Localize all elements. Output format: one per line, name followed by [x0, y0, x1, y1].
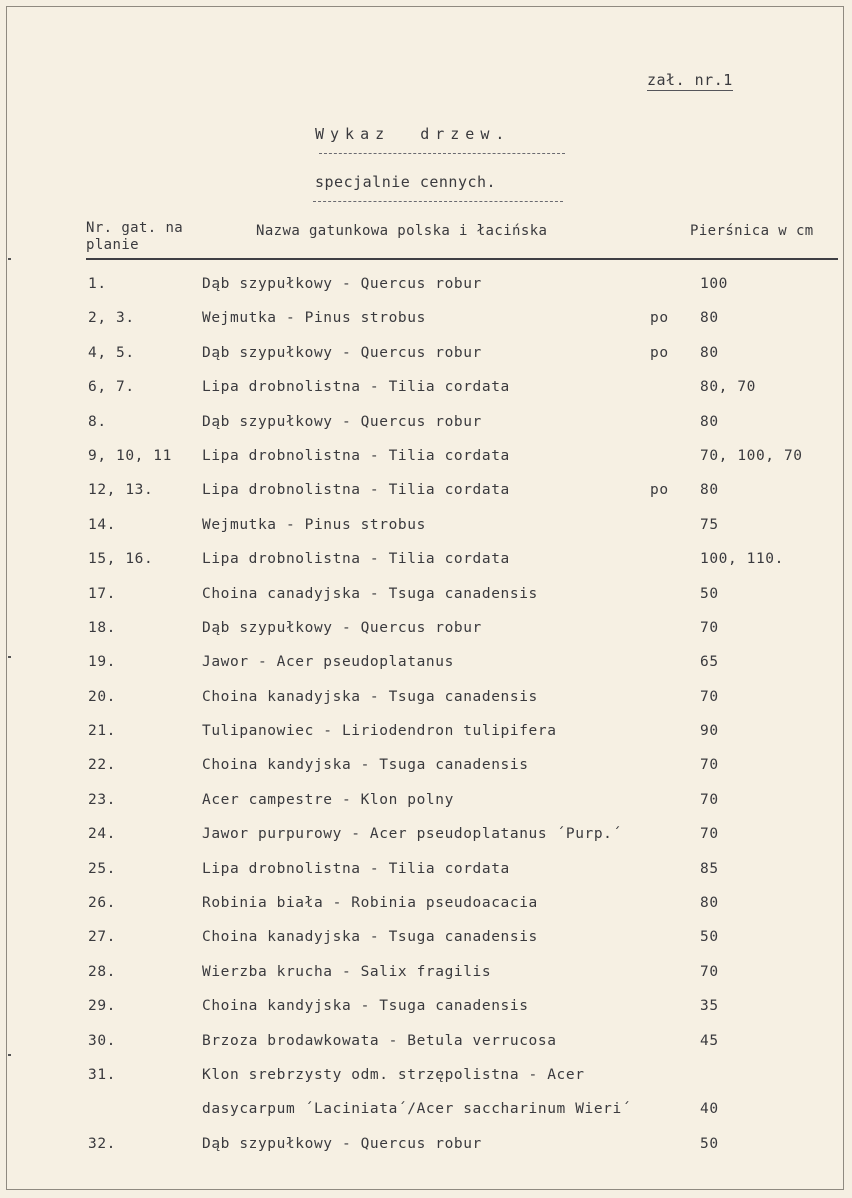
tree-species-name: Lipa drobnolistna - Tilia cordata: [202, 860, 510, 877]
margin-mark: [8, 656, 11, 658]
tree-species-name: Robinia biała - Robinia pseudoacacia: [202, 895, 538, 912]
tree-girth: 65: [700, 654, 719, 671]
table-row: [0, 681, 852, 715]
tree-girth: 70: [700, 791, 719, 808]
tree-number: 14.: [88, 516, 116, 533]
margin-mark: [8, 258, 11, 260]
tree-girth: 70: [700, 619, 719, 636]
tree-number: 9, 10, 11: [88, 447, 172, 464]
subtitle-underline: [313, 201, 563, 202]
tree-number: 17.: [88, 585, 116, 602]
tree-number: 32.: [88, 1135, 116, 1152]
table-row: [0, 337, 852, 371]
tree-number: 23.: [88, 791, 116, 808]
tree-number: 27.: [88, 929, 116, 946]
tree-number: 1.: [88, 276, 107, 292]
tree-species-name: Dąb szypułkowy - Quercus robur: [202, 344, 482, 361]
tree-number: 28.: [88, 963, 116, 980]
tree-number: 12, 13.: [88, 482, 154, 499]
tree-species-name-continued: dasycarpum ´Laciniata´/Acer saccharinum Wieri´: [202, 1100, 632, 1117]
table-row: [0, 474, 852, 508]
tree-girth: 70: [700, 826, 719, 843]
tree-number: 6, 7.: [88, 379, 135, 396]
tree-species-name: Dąb szypułkowy - Quercus robur: [202, 276, 482, 292]
table-row: [0, 1128, 852, 1162]
header-rule: [86, 258, 838, 260]
table-row: [0, 578, 852, 612]
tree-number: 22.: [88, 757, 116, 774]
tree-number: 20.: [88, 688, 116, 705]
tree-girth: 70, 100, 70: [700, 447, 803, 464]
tree-girth: 50: [700, 1135, 719, 1152]
table-row: [0, 818, 852, 852]
document-subtitle: specjalnie cennych.: [315, 173, 497, 191]
tree-girth: 50: [700, 929, 719, 946]
tree-species-name: Choina canadyjska - Tsuga canadensis: [202, 585, 538, 602]
table-row: [0, 715, 852, 749]
tree-girth: 85: [700, 860, 719, 877]
tree-list: [0, 268, 852, 1162]
table-row: [0, 371, 852, 405]
tree-species-name: Dąb szypułkowy - Quercus robur: [202, 1135, 482, 1152]
tree-girth: 80: [700, 344, 719, 361]
tree-species-name: Lipa drobnolistna - Tilia cordata: [202, 447, 510, 464]
table-row: [0, 406, 852, 440]
tree-girth: 80, 70: [700, 379, 756, 396]
table-row: [0, 646, 852, 680]
tree-girth: 80: [700, 895, 719, 912]
girth-prefix: po: [650, 310, 669, 327]
tree-number: 15, 16.: [88, 551, 154, 568]
table-row: [0, 268, 852, 302]
tree-number: 18.: [88, 619, 116, 636]
table-row: [0, 921, 852, 955]
tree-girth: 80: [700, 413, 719, 430]
table-row: [0, 440, 852, 474]
tree-number: 19.: [88, 654, 116, 671]
tree-species-name: Choina kandyjska - Tsuga canadensis: [202, 757, 529, 774]
header-name: Nazwa gatunkowa polska i łacińska: [256, 223, 548, 239]
tree-species-name: Choina kanadyjska - Tsuga canadensis: [202, 688, 538, 705]
tree-species-name: Wierzba krucha - Salix fragilis: [202, 963, 492, 980]
tree-species-name: Choina kanadyjska - Tsuga canadensis: [202, 929, 538, 946]
tree-species-name: Jawor - Acer pseudoplatanus: [202, 654, 454, 671]
table-row: [0, 1025, 852, 1059]
tree-species-name: Dąb szypułkowy - Quercus robur: [202, 619, 482, 636]
header-girth: Pierśnica w cm: [690, 223, 814, 239]
margin-mark: [8, 1054, 11, 1056]
tree-species-name: Wejmutka - Pinus strobus: [202, 516, 426, 533]
tree-girth: 90: [700, 723, 719, 740]
table-row: [0, 853, 852, 887]
tree-girth: 80: [700, 482, 719, 499]
tree-species-name: Dąb szypułkowy - Quercus robur: [202, 413, 482, 430]
tree-number: 26.: [88, 895, 116, 912]
tree-species-name: Brzoza brodawkowata - Betula verrucosa: [202, 1032, 557, 1049]
tree-girth: 70: [700, 688, 719, 705]
tree-species-name: Lipa drobnolistna - Tilia cordata: [202, 379, 510, 396]
tree-number: 2, 3.: [88, 310, 135, 327]
tree-number: 29.: [88, 998, 116, 1015]
tree-number: 8.: [88, 413, 107, 430]
tree-girth: 50: [700, 585, 719, 602]
tree-species-name: Lipa drobnolistna - Tilia cordata: [202, 551, 510, 568]
table-row: [0, 612, 852, 646]
tree-species-name: Klon srebrzysty odm. strzępolistna - Acer: [202, 1066, 585, 1083]
document-title: Wykaz drzew.: [315, 125, 511, 143]
tree-number: 21.: [88, 723, 116, 740]
table-row: [0, 749, 852, 783]
tree-species-name: Lipa drobnolistna - Tilia cordata: [202, 482, 510, 499]
tree-girth: 75: [700, 516, 719, 533]
tree-species-name: Jawor purpurowy - Acer pseudoplatanus ´Purp.´: [202, 826, 622, 843]
tree-girth: 70: [700, 963, 719, 980]
table-row: [0, 509, 852, 543]
girth-prefix: po: [650, 344, 669, 361]
table-row: [0, 784, 852, 818]
tree-species-name: Wejmutka - Pinus strobus: [202, 310, 426, 327]
tree-species-name: Tulipanowiec - Liriodendron tulipifera: [202, 723, 557, 740]
tree-number: 4, 5.: [88, 344, 135, 361]
tree-number: 25.: [88, 860, 116, 877]
table-row: [0, 990, 852, 1024]
tree-girth: 70: [700, 757, 719, 774]
tree-girth: 100: [700, 276, 728, 292]
table-row: [0, 302, 852, 336]
header-number: Nr. gat. na planie: [86, 220, 184, 253]
tree-girth: 35: [700, 998, 719, 1015]
tree-species-name: Choina kandyjska - Tsuga canadensis: [202, 998, 529, 1015]
tree-number: 30.: [88, 1032, 116, 1049]
tree-number: 31.: [88, 1066, 116, 1083]
attachment-label: zał. nr.1: [647, 71, 733, 89]
table-row: [0, 1059, 852, 1128]
tree-girth: 40: [700, 1100, 719, 1117]
tree-number: 24.: [88, 826, 116, 843]
tree-girth: 80: [700, 310, 719, 327]
table-row: [0, 956, 852, 990]
title-underline: [319, 153, 565, 154]
table-row: [0, 543, 852, 577]
table-row: [0, 887, 852, 921]
tree-girth: 100, 110.: [700, 551, 784, 568]
tree-species-name: Acer campestre - Klon polny: [202, 791, 454, 808]
tree-girth: 45: [700, 1032, 719, 1049]
girth-prefix: po: [650, 482, 669, 499]
